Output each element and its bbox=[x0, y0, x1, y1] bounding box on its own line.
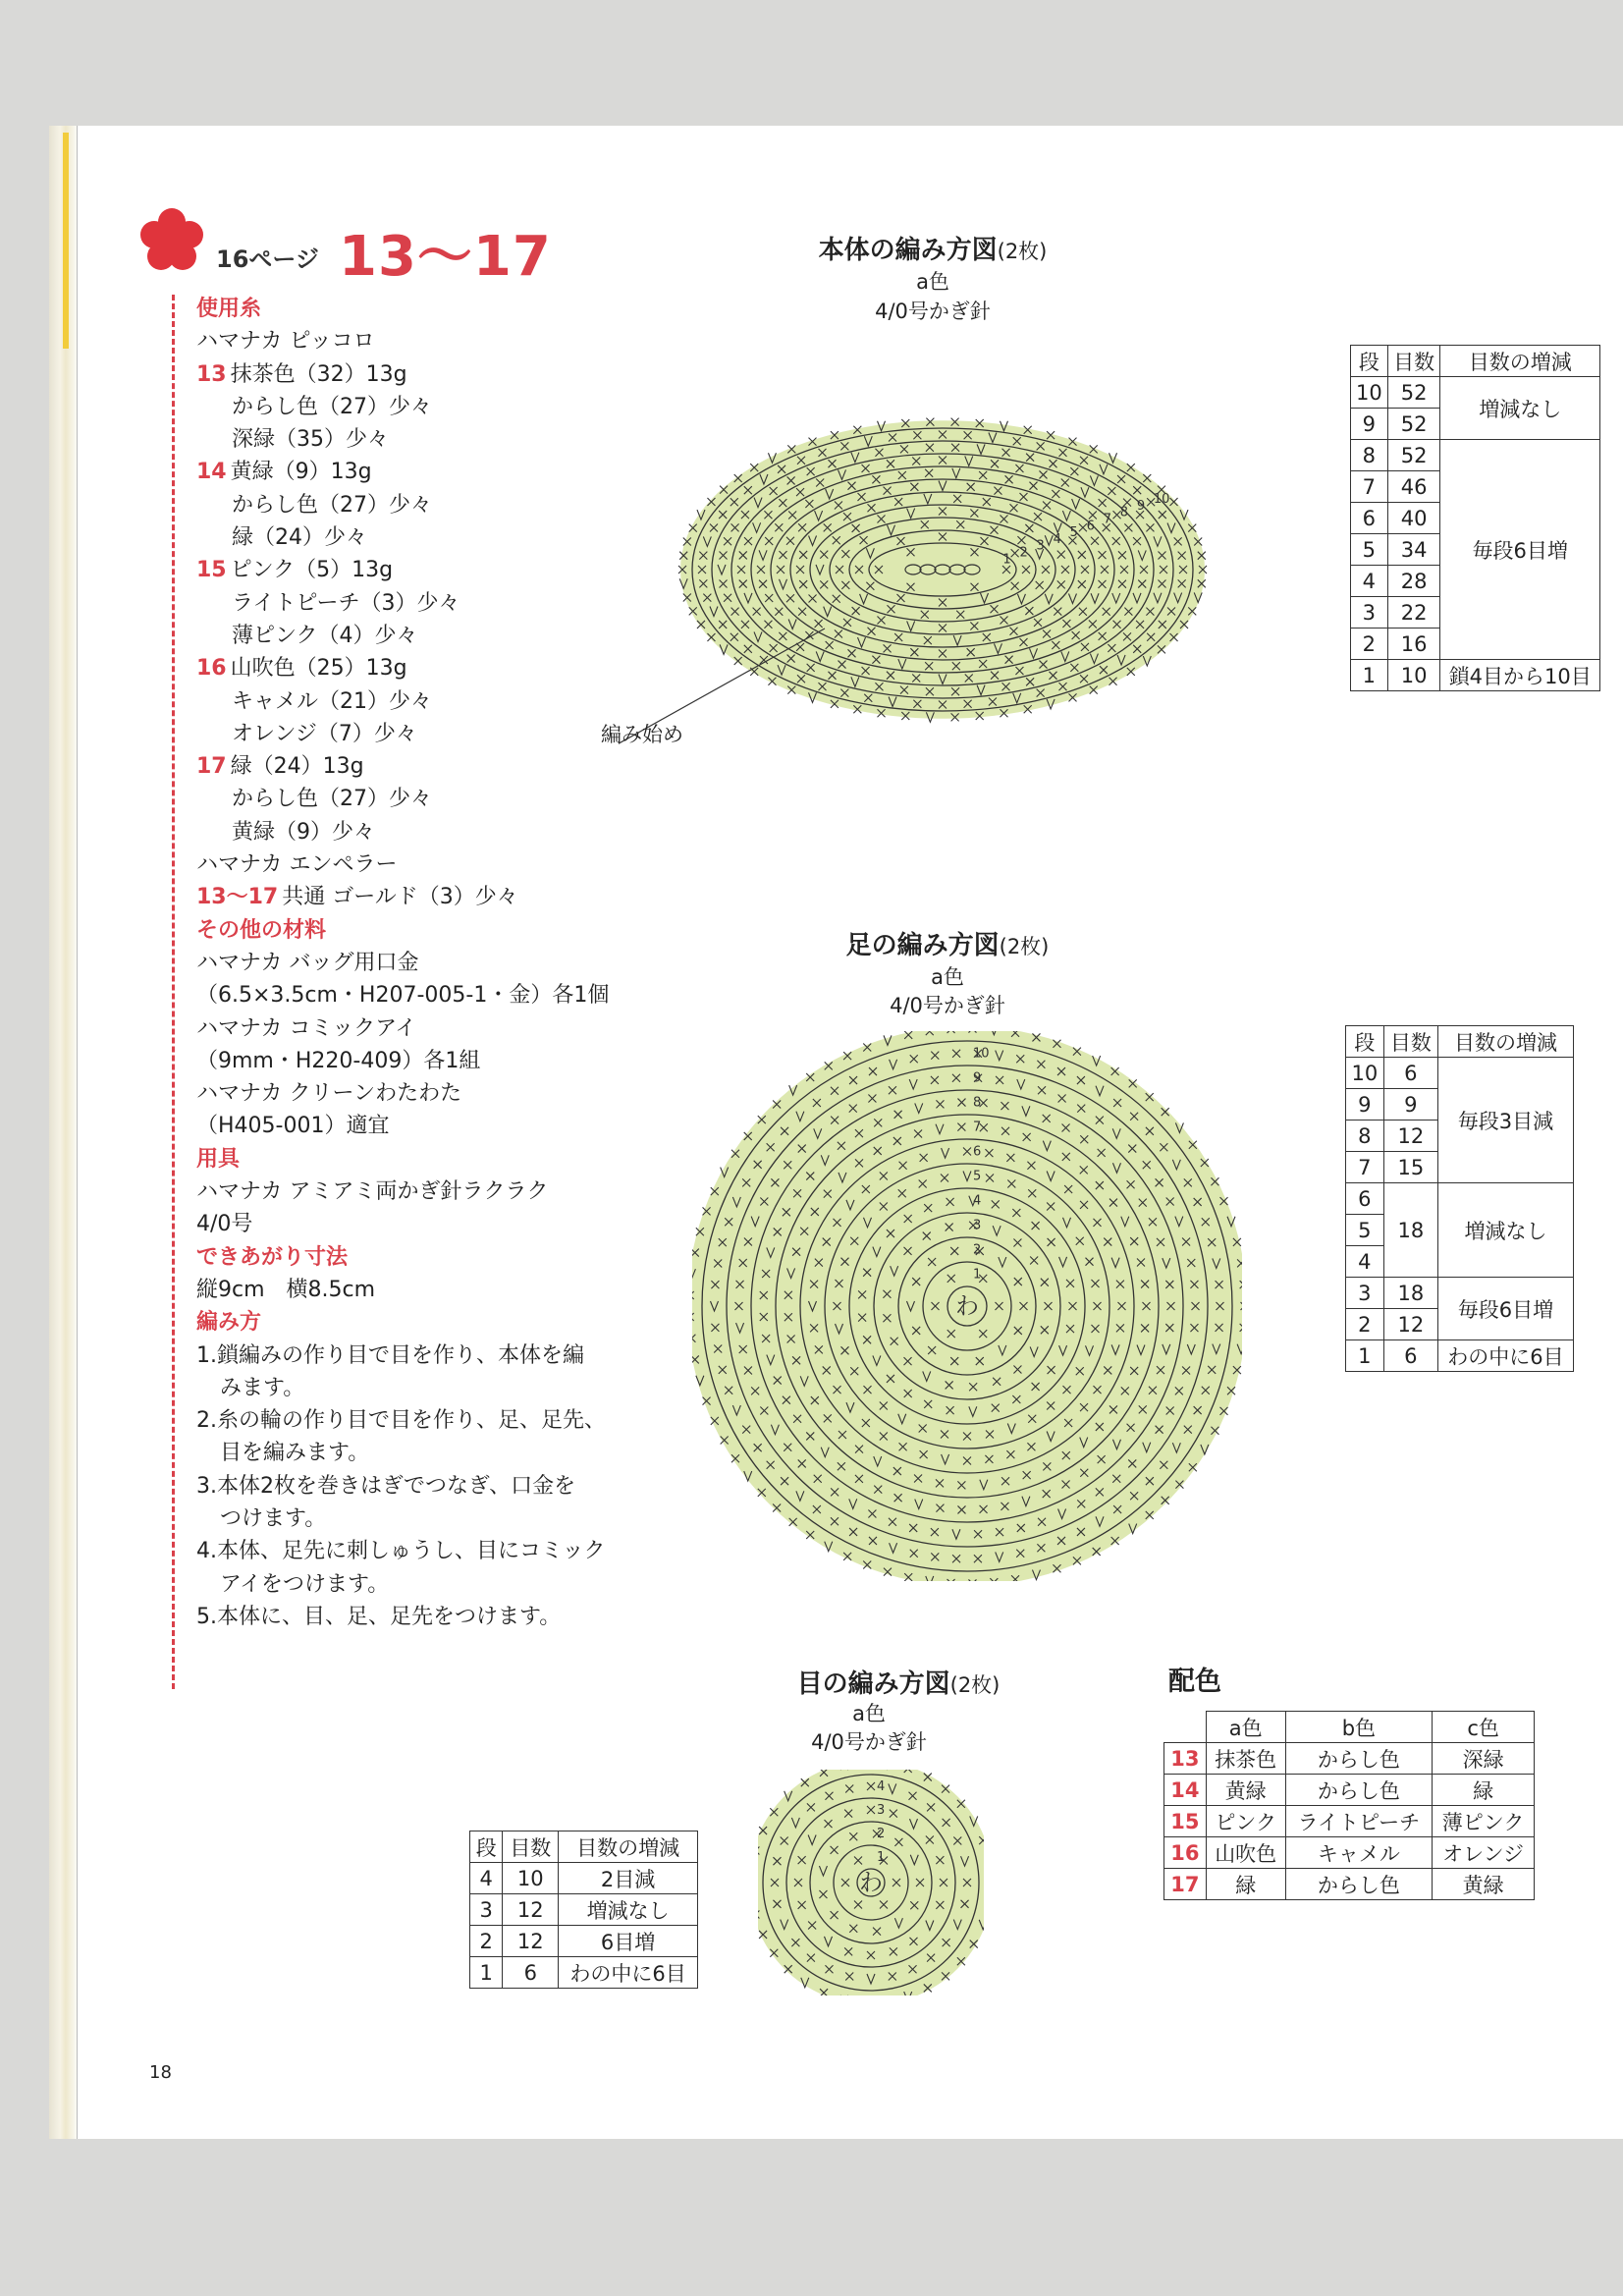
table-row bbox=[1346, 1340, 1574, 1372]
common-text: 共通 ゴールド（3）少々 bbox=[282, 885, 518, 910]
common-number: 13〜17 bbox=[196, 885, 279, 910]
step-line: 5.本体に、目、足、足先をつけます。 bbox=[196, 1604, 562, 1629]
table-cell: 3 bbox=[470, 1894, 503, 1926]
table-row bbox=[1164, 1869, 1535, 1900]
body-count-table bbox=[1350, 345, 1600, 691]
round-number: 8 bbox=[973, 1095, 982, 1111]
round-number: 7 bbox=[973, 1120, 982, 1135]
table-header-row bbox=[470, 1831, 698, 1863]
table-cell: 増減なし bbox=[1440, 377, 1600, 440]
step-line: 3.本体2枚を巻きはぎでつなぎ、口金を bbox=[196, 1473, 576, 1499]
round-number: 4 bbox=[1053, 531, 1061, 547]
step-line: 目を編みます。 bbox=[220, 1441, 370, 1466]
table-cell: 毎段6目増 bbox=[1437, 1278, 1573, 1340]
magic-ring-label: わ bbox=[859, 1869, 883, 1896]
book-page-edge bbox=[49, 126, 77, 2139]
round-number: 7 bbox=[1103, 512, 1111, 527]
yarn-line bbox=[196, 685, 658, 718]
table-cell: からし色 bbox=[1285, 1775, 1433, 1806]
table-row bbox=[1346, 1278, 1574, 1309]
yarn-line bbox=[196, 652, 658, 684]
table-cell: オレンジ bbox=[1433, 1837, 1535, 1869]
eye-chart-hook: 4/0号かぎ針 bbox=[811, 1730, 927, 1754]
table-cell: 増減なし bbox=[559, 1894, 698, 1926]
other-material-line: （H405-001）適宜 bbox=[196, 1114, 390, 1139]
table-cell: 2 bbox=[470, 1926, 503, 1957]
table-cell: b色 bbox=[1285, 1712, 1433, 1743]
round-number: 2 bbox=[877, 1827, 886, 1841]
table-row bbox=[1351, 440, 1600, 471]
item-number: 17 bbox=[196, 754, 227, 780]
other-material-line: （9mm・H220-409）各1組 bbox=[196, 1048, 481, 1073]
table-cell: a色 bbox=[1206, 1712, 1285, 1743]
tools-heading: 用具 bbox=[196, 1146, 241, 1172]
yarn-line bbox=[196, 620, 658, 652]
table-cell: ピンク bbox=[1206, 1806, 1285, 1837]
item-number: 13 bbox=[196, 361, 227, 387]
column-divider bbox=[172, 295, 175, 1689]
table-cell: 5 bbox=[1346, 1215, 1384, 1246]
round-number: 3 bbox=[877, 1803, 886, 1818]
other-material-line: ハマナカ バッグ用口金 bbox=[196, 950, 419, 975]
step-line: みます。 bbox=[220, 1375, 305, 1400]
other-material-line: ハマナカ クリーンわたわた bbox=[196, 1081, 462, 1107]
table-cell: 増減なし bbox=[1437, 1183, 1573, 1278]
other-material-line: ハマナカ コミックアイ bbox=[196, 1015, 417, 1041]
yarn-line bbox=[196, 358, 658, 391]
table-row bbox=[1164, 1775, 1535, 1806]
eye-count-table bbox=[469, 1831, 698, 1989]
round-number: 10 bbox=[973, 1046, 990, 1062]
table-cell: 8 bbox=[1351, 440, 1388, 471]
table-row bbox=[470, 1926, 698, 1957]
body-chart-title: 本体の編み方図(2枚) bbox=[818, 236, 1048, 265]
yarn-text: キャメル（21）少々 bbox=[232, 688, 432, 714]
eye-stitch-diagram bbox=[758, 1770, 984, 1995]
table-cell: 10 bbox=[1387, 660, 1440, 691]
round-number: 1 bbox=[973, 1267, 982, 1283]
yarn-text: 薄ピンク（4）少々 bbox=[232, 623, 418, 648]
table-row bbox=[1164, 1806, 1535, 1837]
yarn-text: 深緑（35）少々 bbox=[232, 427, 389, 453]
table-cell: 目数 bbox=[1387, 346, 1440, 377]
item-number: 16 bbox=[196, 656, 227, 682]
yarn-line bbox=[196, 750, 658, 783]
yarn-line bbox=[196, 816, 658, 848]
table-cell: 4 bbox=[1346, 1246, 1384, 1278]
yarn-text: からし色（27）少々 bbox=[232, 394, 432, 419]
table-cell: 毎段3目減 bbox=[1437, 1058, 1573, 1183]
yarn-text: 山吹色（25）13g bbox=[230, 656, 407, 682]
step-line: 1.鎖編みの作り目で目を作り、本体を編 bbox=[196, 1342, 584, 1368]
yarn-text: オレンジ（7）少々 bbox=[232, 721, 417, 746]
yarn-line bbox=[196, 423, 658, 456]
finished-size: 縦9cm 横8.5cm bbox=[196, 1277, 376, 1302]
table-cell: 段 bbox=[1351, 346, 1388, 377]
yarn-line bbox=[196, 391, 658, 423]
step-line: つけます。 bbox=[220, 1505, 327, 1531]
yarn-line bbox=[196, 718, 658, 750]
yarn-text: 緑（24）13g bbox=[230, 754, 364, 780]
table-cell: 黄緑 bbox=[1433, 1869, 1535, 1900]
table-row bbox=[1164, 1837, 1535, 1869]
yarn-text: からし色（27）少々 bbox=[232, 492, 432, 518]
item-number: 14 bbox=[196, 460, 227, 485]
table-cell: 6 bbox=[1351, 503, 1388, 534]
table-header-row bbox=[1164, 1712, 1535, 1743]
table-cell: 10 bbox=[503, 1863, 559, 1894]
table-cell: 目数の増減 bbox=[1440, 346, 1600, 377]
table-cell: 52 bbox=[1387, 409, 1440, 440]
table-cell: 10 bbox=[1346, 1058, 1384, 1089]
table-cell: 6目増 bbox=[559, 1926, 698, 1957]
table-cell: 6 bbox=[1346, 1183, 1384, 1215]
emperor-brand: ハマナカ エンペラー bbox=[196, 852, 398, 878]
table-cell: 12 bbox=[503, 1926, 559, 1957]
round-number: 4 bbox=[877, 1779, 886, 1794]
table-row bbox=[470, 1894, 698, 1926]
yarn-text: 黄緑（9）少々 bbox=[232, 819, 375, 845]
table-cell: 2 bbox=[1351, 629, 1388, 660]
table-cell: 鎖4目から10目 bbox=[1440, 660, 1600, 691]
body-chart-hook: 4/0号かぎ針 bbox=[875, 300, 991, 323]
table-cell: 深緑 bbox=[1433, 1743, 1535, 1775]
table-cell: 46 bbox=[1387, 471, 1440, 503]
table-cell: わの中に6目 bbox=[1437, 1340, 1573, 1372]
round-number: 1 bbox=[877, 1850, 886, 1865]
table-row bbox=[470, 1957, 698, 1989]
table-cell: 17 bbox=[1164, 1869, 1207, 1900]
step-line: アイをつけます。 bbox=[220, 1571, 390, 1597]
other-materials-heading: その他の材料 bbox=[196, 917, 327, 943]
table-cell: 15 bbox=[1164, 1806, 1207, 1837]
foot-stitch-diagram bbox=[692, 1031, 1242, 1581]
start-label: 編み始め bbox=[601, 723, 683, 746]
table-row bbox=[1351, 660, 1600, 691]
table-cell: 目数の増減 bbox=[559, 1831, 698, 1863]
table-cell: 28 bbox=[1387, 566, 1440, 597]
table-cell: 1 bbox=[1346, 1340, 1384, 1372]
color-scheme-table bbox=[1163, 1711, 1535, 1900]
table-cell: 段 bbox=[470, 1831, 503, 1863]
step-line: 4.本体、足先に刺しゅうし、目にコミック bbox=[196, 1539, 606, 1564]
round-number: 2 bbox=[973, 1242, 982, 1258]
table-cell: 16 bbox=[1164, 1837, 1207, 1869]
item-number: 15 bbox=[196, 558, 227, 583]
table-cell: 8 bbox=[1346, 1121, 1384, 1152]
round-number: 3 bbox=[973, 1218, 982, 1233]
table-cell: 18 bbox=[1383, 1278, 1437, 1309]
table-cell: 16 bbox=[1387, 629, 1440, 660]
table-cell: からし色 bbox=[1285, 1869, 1433, 1900]
foot-count-table bbox=[1345, 1025, 1574, 1372]
table-cell: 9 bbox=[1351, 409, 1388, 440]
step-line: 2.糸の輪の作り目で目を作り、足、足先、 bbox=[196, 1408, 606, 1434]
table-cell: 段 bbox=[1346, 1026, 1384, 1058]
round-number: 8 bbox=[1119, 505, 1129, 520]
table-cell: 22 bbox=[1387, 597, 1440, 629]
table-cell: 4 bbox=[470, 1863, 503, 1894]
table-cell: 9 bbox=[1346, 1089, 1384, 1121]
pattern-title: 13〜17 bbox=[339, 225, 552, 289]
table-cell: 抹茶色 bbox=[1206, 1743, 1285, 1775]
table-cell: 7 bbox=[1346, 1152, 1384, 1183]
table-cell: ライトピーチ bbox=[1285, 1806, 1433, 1837]
table-cell: 1 bbox=[1351, 660, 1388, 691]
round-number: 2 bbox=[1019, 545, 1028, 561]
table-cell: 6 bbox=[1383, 1340, 1437, 1372]
table-cell: 緑 bbox=[1433, 1775, 1535, 1806]
bookmark-strip bbox=[63, 133, 69, 349]
foot-chart-title: 足の編み方図(2枚) bbox=[845, 931, 1050, 960]
yarn-text: ライトピーチ（3）少々 bbox=[232, 590, 460, 616]
tool-line: ハマナカ アミアミ両かぎ針ラクラク bbox=[196, 1179, 549, 1205]
table-cell: 12 bbox=[1383, 1121, 1437, 1152]
table-cell: 2 bbox=[1346, 1309, 1384, 1340]
table-row bbox=[1346, 1058, 1574, 1089]
round-number: 5 bbox=[1069, 525, 1078, 541]
table-cell: 52 bbox=[1387, 440, 1440, 471]
yarn-heading: 使用糸 bbox=[196, 297, 262, 321]
table-cell: 12 bbox=[1383, 1309, 1437, 1340]
yarn-line bbox=[196, 783, 658, 815]
round-number: 5 bbox=[973, 1169, 982, 1184]
table-cell: 黄緑 bbox=[1206, 1775, 1285, 1806]
table-cell: 18 bbox=[1383, 1183, 1437, 1278]
other-material-line: （6.5×3.5cm・H207-005-1・金）各1個 bbox=[196, 983, 610, 1009]
page-reference: 16ページ bbox=[216, 246, 319, 273]
eye-chart-color: a色 bbox=[852, 1702, 886, 1725]
body-chart-color: a色 bbox=[916, 270, 949, 294]
materials-column bbox=[196, 293, 658, 1633]
yarn-line bbox=[196, 521, 658, 554]
body-stitch-diagram bbox=[619, 334, 1267, 805]
table-header-row bbox=[1351, 346, 1600, 377]
table-cell: キャメル bbox=[1285, 1837, 1433, 1869]
yarn-line bbox=[196, 489, 658, 521]
table-header-row bbox=[1346, 1026, 1574, 1058]
method-heading: 編み方 bbox=[196, 1310, 262, 1336]
table-cell: 9 bbox=[1383, 1089, 1437, 1121]
table-cell: 目数の増減 bbox=[1437, 1026, 1573, 1058]
size-heading: できあがり寸法 bbox=[196, 1244, 349, 1270]
tool-line: 4/0号 bbox=[196, 1212, 253, 1237]
yarn-text: 緑（24）少々 bbox=[232, 525, 367, 551]
flower-icon bbox=[139, 208, 204, 273]
table-row bbox=[1351, 377, 1600, 409]
table-cell: 薄ピンク bbox=[1433, 1806, 1535, 1837]
table-cell bbox=[1164, 1712, 1207, 1743]
table-cell: 13 bbox=[1164, 1743, 1207, 1775]
foot-chart-color: a色 bbox=[931, 965, 964, 989]
yarn-text: 黄緑（9）13g bbox=[230, 460, 372, 485]
yarn-text: 抹茶色（32）13g bbox=[230, 361, 407, 387]
yarn-line bbox=[196, 456, 658, 488]
yarn-line bbox=[196, 587, 658, 620]
eye-chart-title: 目の編み方図(2枚) bbox=[796, 1669, 1001, 1699]
table-cell: c色 bbox=[1433, 1712, 1535, 1743]
round-number: 9 bbox=[973, 1070, 982, 1086]
foot-chart-hook: 4/0号かぎ針 bbox=[890, 994, 1005, 1017]
table-cell: 3 bbox=[1346, 1278, 1384, 1309]
table-cell: 7 bbox=[1351, 471, 1388, 503]
round-number: 10 bbox=[1153, 492, 1170, 508]
common-yarn bbox=[196, 881, 658, 913]
table-cell: 目数 bbox=[1383, 1026, 1437, 1058]
table-cell: 2目減 bbox=[559, 1863, 698, 1894]
color-scheme-title: 配色 bbox=[1168, 1667, 1221, 1697]
table-cell: 12 bbox=[503, 1894, 559, 1926]
table-row bbox=[470, 1863, 698, 1894]
table-cell: 山吹色 bbox=[1206, 1837, 1285, 1869]
table-cell: 6 bbox=[503, 1957, 559, 1989]
round-number: 6 bbox=[1086, 519, 1095, 534]
table-cell: 14 bbox=[1164, 1775, 1207, 1806]
yarn-text: からし色（27）少々 bbox=[232, 787, 432, 812]
table-cell: 毎段6目増 bbox=[1440, 440, 1600, 660]
table-row bbox=[1346, 1183, 1574, 1215]
yarn-text: ピンク（5）13g bbox=[230, 558, 394, 583]
table-cell: 緑 bbox=[1206, 1869, 1285, 1900]
table-cell: 5 bbox=[1351, 534, 1388, 566]
table-cell: 15 bbox=[1383, 1152, 1437, 1183]
chart-background bbox=[680, 420, 1205, 719]
page-number: 18 bbox=[149, 2062, 172, 2083]
round-number: 1 bbox=[1002, 552, 1011, 568]
round-number: 4 bbox=[973, 1193, 982, 1209]
round-number: 3 bbox=[1036, 538, 1045, 554]
table-cell: からし色 bbox=[1285, 1743, 1433, 1775]
table-row bbox=[1164, 1743, 1535, 1775]
table-cell: わの中に6目 bbox=[559, 1957, 698, 1989]
table-cell: 52 bbox=[1387, 377, 1440, 409]
table-cell: 1 bbox=[470, 1957, 503, 1989]
table-cell: 目数 bbox=[503, 1831, 559, 1863]
table-cell: 10 bbox=[1351, 377, 1388, 409]
round-number: 6 bbox=[973, 1144, 982, 1160]
yarn-brand: ハマナカ ピッコロ bbox=[196, 329, 375, 355]
magic-ring-label: わ bbox=[955, 1292, 979, 1320]
table-cell: 3 bbox=[1351, 597, 1388, 629]
table-cell: 34 bbox=[1387, 534, 1440, 566]
table-cell: 4 bbox=[1351, 566, 1388, 597]
yarn-line bbox=[196, 554, 658, 586]
table-cell: 6 bbox=[1383, 1058, 1437, 1089]
round-number: 9 bbox=[1136, 498, 1146, 514]
table-cell: 40 bbox=[1387, 503, 1440, 534]
